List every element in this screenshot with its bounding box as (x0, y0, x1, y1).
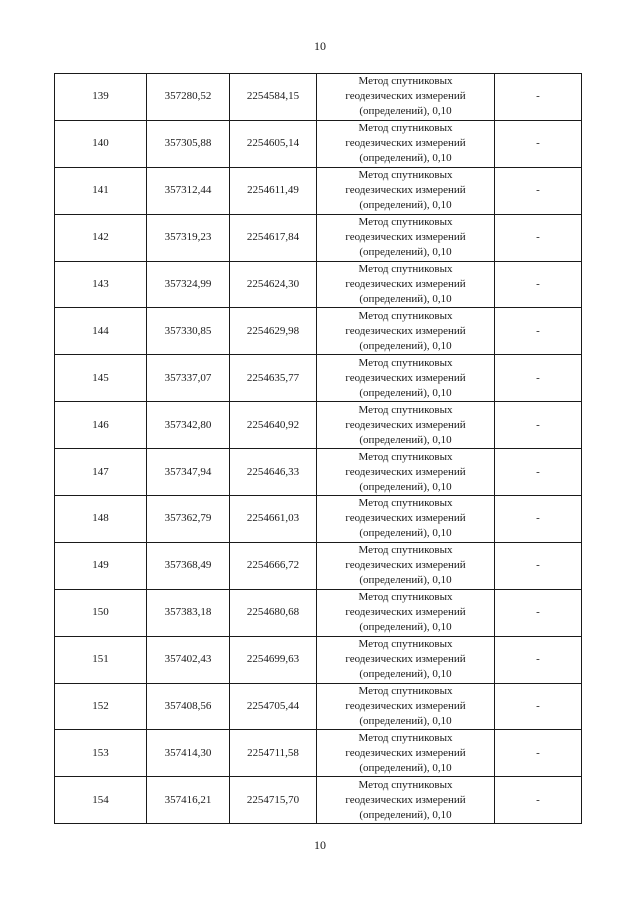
x-coordinate-cell: 357416,21 (147, 777, 230, 824)
method-line: (определений), 0,10 (359, 293, 452, 305)
method-line: (определений), 0,10 (359, 715, 452, 728)
description-cell: - (495, 589, 582, 636)
point-number-cell: 153 (55, 730, 147, 777)
x-coordinate-cell: 357324,99 (147, 261, 230, 308)
method-line: Метод спутниковых (358, 544, 453, 557)
y-coordinate-cell: 2254605,14 (230, 120, 317, 167)
point-number-cell: 146 (55, 402, 147, 449)
x-coordinate-cell: 357408,56 (147, 683, 230, 730)
method-line: (определений), 0,10 (359, 246, 452, 259)
description-cell: - (495, 449, 582, 496)
y-coordinate-cell: 2254699,63 (230, 636, 317, 683)
y-coordinate-cell: 2254584,15 (230, 74, 317, 121)
point-number-cell: 142 (55, 214, 147, 261)
y-coordinate-cell: 2254611,49 (230, 167, 317, 214)
description-cell: - (495, 542, 582, 589)
method-cell (317, 74, 495, 121)
x-coordinate-cell: 357337,07 (147, 355, 230, 402)
method-line: Метод спутниковых (358, 450, 453, 463)
y-coordinate-cell: 2254635,77 (230, 355, 317, 402)
x-coordinate-cell: 357342,80 (147, 402, 230, 449)
point-number-cell: 149 (55, 542, 147, 589)
description-cell: - (495, 120, 582, 167)
method-cell (317, 542, 495, 589)
description-cell: - (495, 636, 582, 683)
point-number-cell: 150 (55, 589, 147, 636)
method-cell (317, 683, 495, 730)
description-cell: - (495, 496, 582, 543)
table-row (55, 542, 582, 589)
method-line: (определений), 0,10 (359, 761, 452, 774)
method-line: (определений), 0,10 (359, 480, 452, 493)
point-number-cell: 144 (55, 308, 147, 355)
method-line: геодезических измерений (345, 418, 466, 431)
method-line: геодезических измерений (345, 324, 466, 337)
table-row (55, 120, 582, 167)
method-line: геодезических измерений (345, 793, 466, 806)
point-number-cell: 151 (55, 636, 147, 683)
method-cell (317, 214, 495, 261)
method-cell (317, 636, 495, 683)
method-line: Метод спутниковых (358, 263, 453, 275)
y-coordinate-cell: 2254715,70 (230, 777, 317, 824)
y-coordinate-cell: 2254624,30 (230, 261, 317, 308)
x-coordinate-cell: 357312,44 (147, 167, 230, 214)
description-cell: - (495, 730, 582, 777)
table-row (55, 355, 582, 402)
x-coordinate-cell: 357383,18 (147, 589, 230, 636)
y-coordinate-cell: 2254661,03 (230, 496, 317, 543)
method-line: (определений), 0,10 (359, 574, 452, 587)
description-cell: - (495, 261, 582, 308)
table-row (55, 683, 582, 730)
y-coordinate-cell: 2254705,44 (230, 683, 317, 730)
method-cell (317, 449, 495, 496)
method-line: (определений), 0,10 (359, 668, 452, 681)
table-row (55, 308, 582, 355)
point-number-cell: 147 (55, 449, 147, 496)
method-line: геодезических измерений (345, 371, 466, 384)
x-coordinate-cell: 357414,30 (147, 730, 230, 777)
method-line: (определений), 0,10 (359, 527, 452, 540)
table-row (55, 777, 582, 824)
method-line: геодезических измерений (345, 559, 466, 572)
method-line: Метод спутниковых (358, 356, 453, 369)
description-cell: - (495, 683, 582, 730)
description-cell: - (495, 777, 582, 824)
y-coordinate-cell: 2254666,72 (230, 542, 317, 589)
method-line: Метод спутниковых (358, 403, 453, 416)
point-number-cell: 140 (55, 120, 147, 167)
x-coordinate-cell: 357319,23 (147, 214, 230, 261)
method-line: Метод спутниковых (358, 122, 453, 135)
y-coordinate-cell: 2254646,33 (230, 449, 317, 496)
method-line: (определений), 0,10 (359, 433, 452, 446)
method-line: геодезических измерений (345, 746, 466, 759)
method-cell (317, 355, 495, 402)
coordinates-table (54, 73, 582, 824)
coordinates-table-body (55, 74, 582, 824)
point-number-cell: 143 (55, 261, 147, 308)
x-coordinate-cell: 357362,79 (147, 496, 230, 543)
method-line: геодезических измерений (345, 184, 466, 197)
method-cell (317, 308, 495, 355)
method-cell (317, 589, 495, 636)
method-line: геодезических измерений (345, 653, 466, 666)
method-line: Метод спутниковых (358, 638, 453, 651)
x-coordinate-cell: 357330,85 (147, 308, 230, 355)
method-cell (317, 261, 495, 308)
method-line: (определений), 0,10 (359, 339, 452, 352)
method-line: Метод спутниковых (358, 591, 453, 604)
method-line: (определений), 0,10 (359, 386, 452, 399)
method-line: Метод спутниковых (358, 731, 453, 744)
table-row (55, 74, 582, 121)
table-row (55, 496, 582, 543)
method-cell (317, 120, 495, 167)
method-line: геодезических измерений (345, 137, 466, 150)
table-row (55, 589, 582, 636)
method-cell (317, 777, 495, 824)
description-cell: - (495, 402, 582, 449)
point-number-cell: 145 (55, 355, 147, 402)
method-line: (определений), 0,10 (359, 621, 452, 634)
y-coordinate-cell: 2254680,68 (230, 589, 317, 636)
method-cell (317, 730, 495, 777)
method-line: геодезических измерений (345, 606, 466, 619)
method-line: Метод спутниковых (358, 75, 453, 88)
method-line: (определений), 0,10 (359, 808, 452, 821)
method-line: геодезических измерений (345, 512, 466, 525)
y-coordinate-cell: 2254640,92 (230, 402, 317, 449)
y-coordinate-cell: 2254629,98 (230, 308, 317, 355)
x-coordinate-cell: 357347,94 (147, 449, 230, 496)
method-line: (определений), 0,10 (359, 199, 452, 212)
page-number-bottom: 10 (314, 838, 326, 852)
description-cell: - (495, 167, 582, 214)
table-row (55, 214, 582, 261)
x-coordinate-cell: 357402,43 (147, 636, 230, 683)
y-coordinate-cell: 2254617,84 (230, 214, 317, 261)
page-number-top: 10 (314, 39, 326, 53)
method-line: геодезических измерений (345, 90, 466, 103)
x-coordinate-cell: 357280,52 (147, 74, 230, 121)
method-line: Метод спутниковых (358, 309, 453, 322)
table-row (55, 730, 582, 777)
point-number-cell: 141 (55, 167, 147, 214)
method-line: Метод спутниковых (358, 216, 453, 229)
description-cell: - (495, 214, 582, 261)
point-number-cell: 139 (55, 74, 147, 121)
table-row (55, 449, 582, 496)
method-line: (определений), 0,10 (359, 152, 452, 165)
method-cell (317, 496, 495, 543)
y-coordinate-cell: 2254711,58 (230, 730, 317, 777)
point-number-cell: 152 (55, 683, 147, 730)
method-line: Метод спутниковых (358, 685, 453, 698)
table-row (55, 402, 582, 449)
method-line: геодезических измерений (345, 231, 466, 244)
method-cell (317, 167, 495, 214)
description-cell: - (495, 308, 582, 355)
method-cell (317, 402, 495, 449)
table-row (55, 261, 582, 308)
description-cell: - (495, 74, 582, 121)
method-line: Метод спутниковых (358, 169, 453, 182)
table-row (55, 636, 582, 683)
method-line: Метод спутниковых (358, 497, 453, 510)
point-number-cell: 148 (55, 496, 147, 543)
method-line: геодезических измерений (345, 465, 466, 478)
x-coordinate-cell: 357305,88 (147, 120, 230, 167)
method-line: геодезических измерений (345, 278, 466, 290)
method-line: Метод спутниковых (358, 778, 453, 791)
method-line: геодезических измерений (345, 700, 466, 713)
method-line: (определений), 0,10 (359, 105, 452, 118)
x-coordinate-cell: 357368,49 (147, 542, 230, 589)
table-row (55, 167, 582, 214)
point-number-cell: 154 (55, 777, 147, 824)
description-cell: - (495, 355, 582, 402)
